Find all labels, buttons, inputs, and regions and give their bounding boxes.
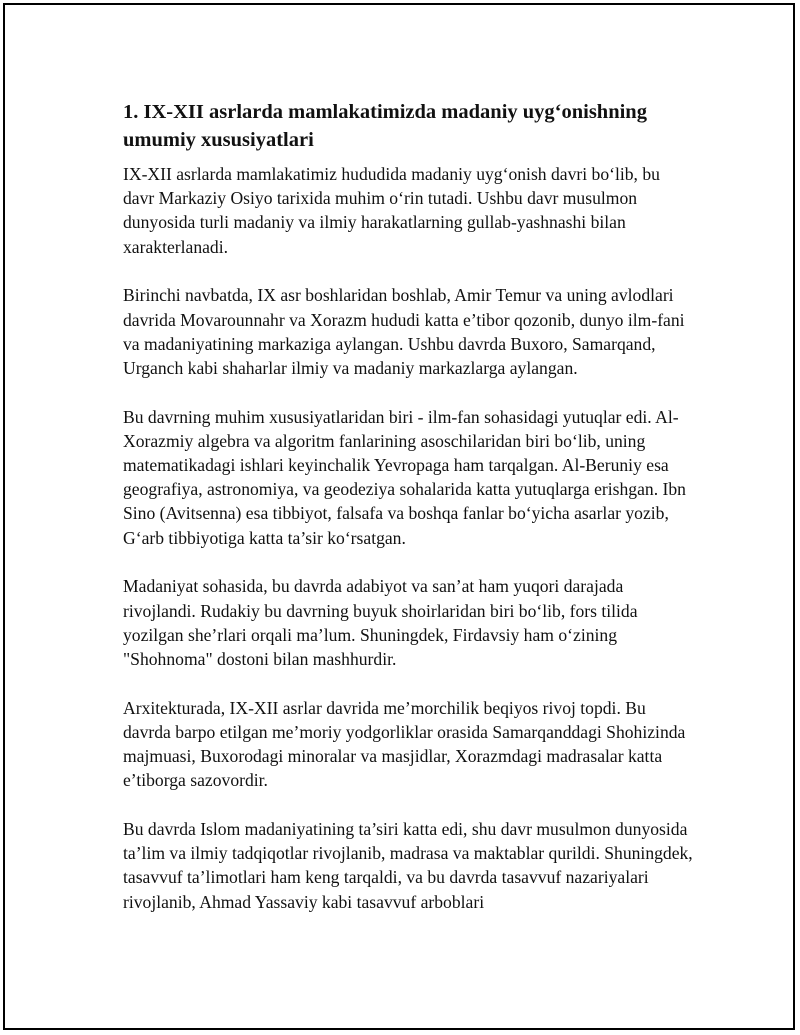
paragraph-islam: Bu davrda Islom madaniyatining ta’siri katta edi, shu davr musulmon dunyosida ta’lim va ilmiy tadqiqotlar rivojlanib, madrasa va maktablar qurildi. Shuningdek, tasavvuf ta’limotlari ham keng tarqaldi, va bu davrda tasavvuf nazariyalari rivojlanib, Ahmad Yassaviy kabi tasavvuf arboblari [123,818,693,912]
paragraph-culture: Madaniyat sohasida, bu davrda adabiyot va san’at ham yuqori darajada rivojlandi. Rudakiy bu davrning buyuk shoirlaridan biri bo‘lib, fors tilida yozilgan she’rlari orqali ma’lum. Shuningdek, Firdavsiy ham o‘zining "Shohnoma" dostoni bilan mashhurdir. [123,576,638,669]
document-body [123,98,693,938]
paragraph-intro: IX-XII asrlarda mamlakatimiz hududida madaniy uyg‘onish davri bo‘lib, bu davr Markaziy Osiyo tarixida muhim o‘rin tutadi. Ushbu davr musulmon dunyosida turli madaniy va ilmiy harakatlarning gullab-yashnashi bilan xarakterlanadi. [123,164,660,257]
paragraph-centers: Birinchi navbatda, IX asr boshlaridan boshlab, Amir Temur va uning avlodlari davrida Movarounnahr va Xorazm hududi katta e’tibor qozonib, dunyo ilm-fani va madaniyatining markaziga aylangan. Ushbu davrda Buxoro, Samarqand, Urganch kabi shaharlar ilmiy va madaniy markazlarga aylangan. [123,285,685,378]
paragraph-science: Bu davrning muhim xususiyatlaridan biri - ilm-fan sohasidagi yutuqlar edi. Al-Xorazmiy algebra va algoritm fanlarining asoschilaridan biri bo‘lib, uning matematikadagi ishlari keyinchalik Yevropaga ham tarqalgan. Al-Beruniy esa geografiya, astronomiya, va geodeziya sohalarida katta yutuqlarga erishgan. Ibn Sino (Avitsenna) esa tibbiyot, falsafa va boshqa fanlar bo‘yicha asarlar yozib, G‘arb tibbiyotiga katta ta’sir ko‘rsatgan. [123,406,686,548]
page-frame [3,3,795,1030]
document-title: 1. IX-XII asrlarda mamlakatimizda madaniy uyg‘onishning umumiy xususiyatlari [123,101,647,151]
paragraph-architecture: Arxitekturada, IX-XII asrlar davrida me’morchilik beqiyos rivoj topdi. Bu davrda barpo etilgan me’moriy yodgorliklar orasida Samarqanddagi Shohizinda majmuasi, Buxorodagi minoralar va masjidlar, Xorazmdagi madrasalar katta e’tiborga sazovordir. [123,697,686,791]
